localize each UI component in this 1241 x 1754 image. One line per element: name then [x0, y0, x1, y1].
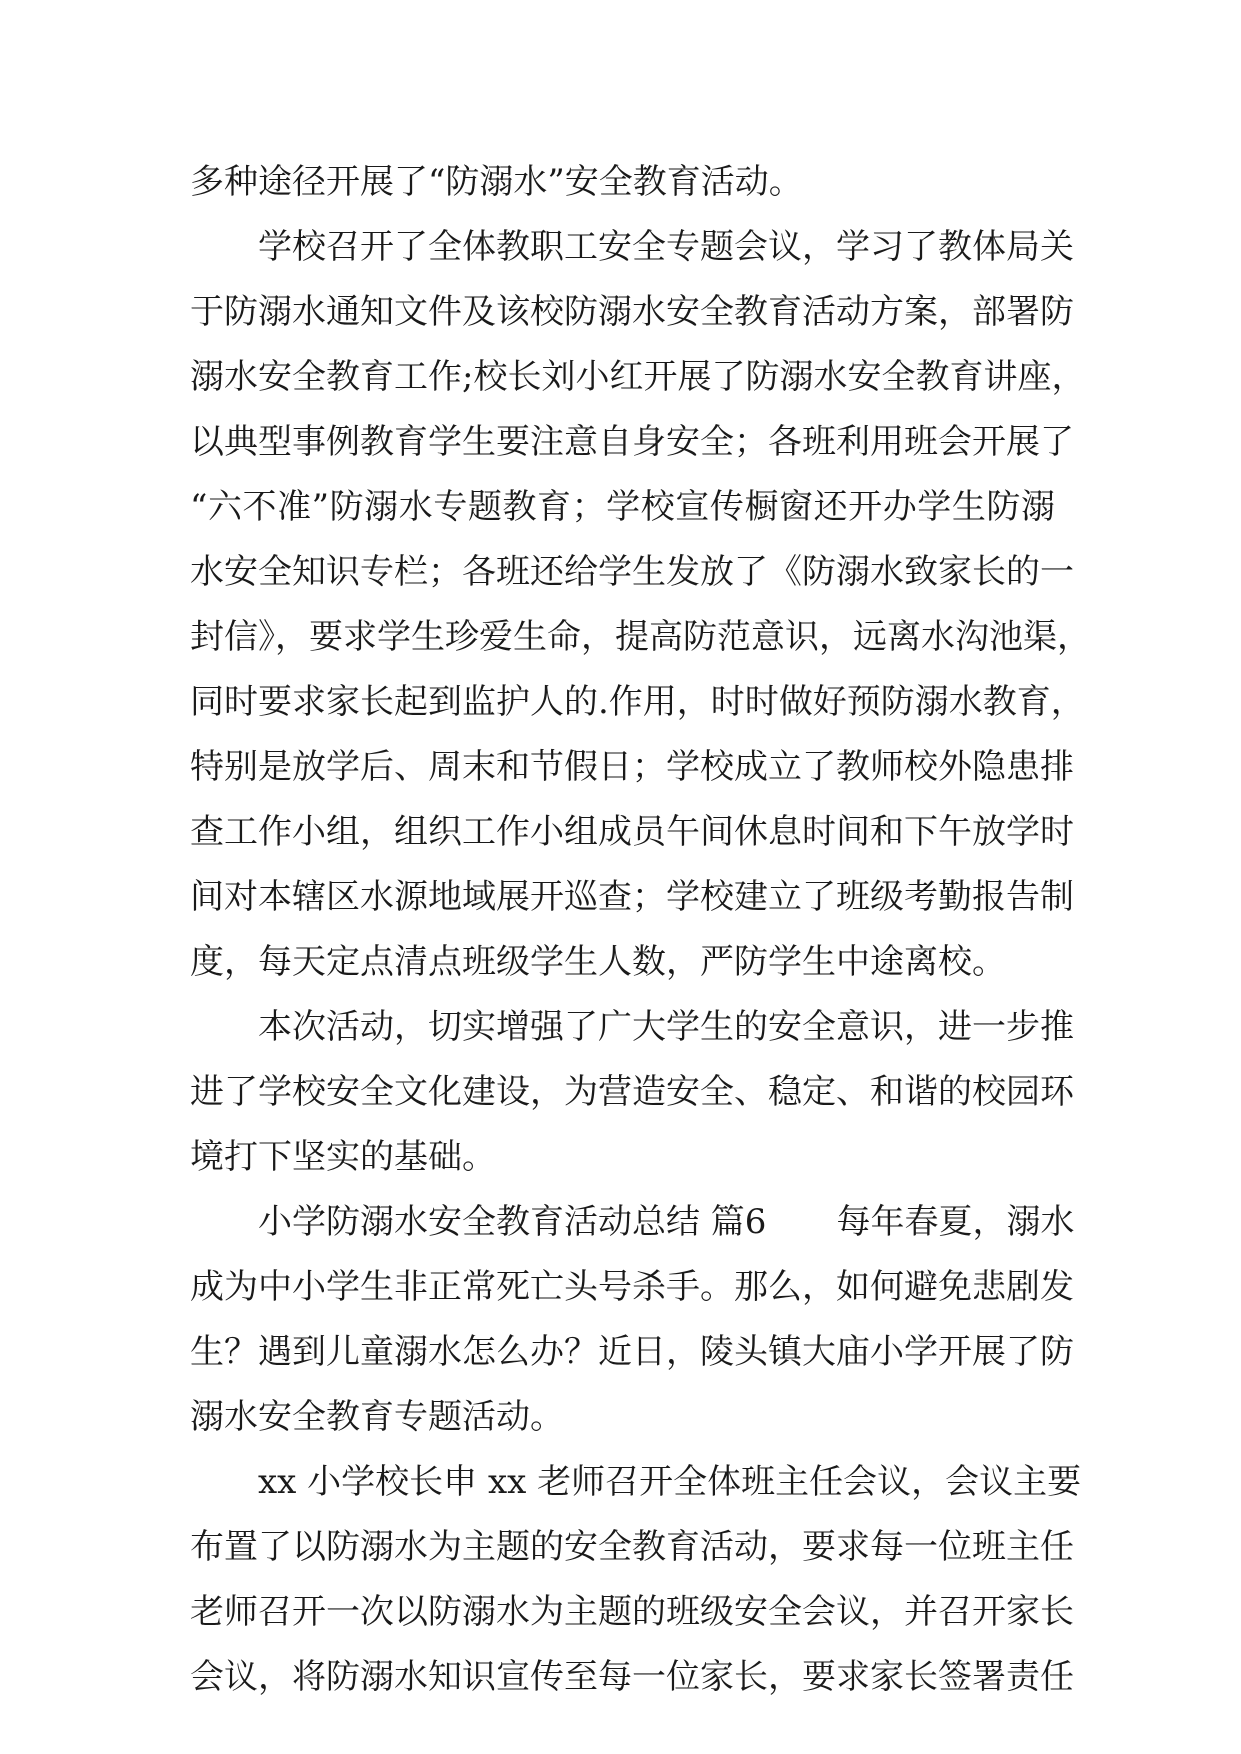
text-line: 本次活动，切实增强了广大学生的安全意识，进一步推	[258, 1007, 1074, 1047]
document-body	[190, 150, 1091, 1710]
text-line: 溺水安全教育专题活动。	[190, 1397, 564, 1437]
text-line: 同时要求家长起到监护人的.作用，时时做好预防溺水教育，	[190, 682, 1085, 722]
text-line: 于防溺水通知文件及该校防溺水安全教育活动方案，部署防	[190, 292, 1074, 332]
text-line: 查工作小组，组织工作小组成员午间休息时间和下午放学时	[190, 812, 1074, 852]
text-line: 学校召开了全体教职工安全专题会议，学习了教体局关	[258, 227, 1074, 267]
text-line: 溺水安全教育工作;校长刘小红开展了防溺水安全教育讲座，	[190, 357, 1086, 397]
text-line: 老师召开一次以防溺水为主题的班级安全会议，并召开家长	[190, 1592, 1074, 1632]
text-line: 间对本辖区水源地域展开巡查；学校建立了班级考勤报告制	[190, 877, 1074, 917]
text-line: 进了学校安全文化建设，为营造安全、稳定、和谐的校园环	[190, 1072, 1074, 1112]
text-line: xx 小学校长申 xx 老师召开全体班主任会议，会议主要	[258, 1462, 1082, 1502]
section-text-start: 每年春夏，溺水	[836, 1202, 1075, 1242]
text-line: 度，每天定点清点班级学生人数，严防学生中途离校。	[190, 942, 1006, 982]
section-heading: 小学防溺水安全教育活动总结 篇6	[258, 1202, 767, 1242]
text-line: 水安全知识专栏；各班还给学生发放了《防溺水致家长的一	[190, 552, 1074, 592]
text-line: 特别是放学后、周末和节假日；学校成立了教师校外隐患排	[190, 747, 1074, 787]
text-line: 会议，将防溺水知识宣传至每一位家长，要求家长签署责任	[190, 1657, 1074, 1697]
text-line: 封信》，要求学生珍爱生命，提高防范意识，远离水沟池渠，	[190, 617, 1091, 657]
text-line: “六不准”防溺水专题教育；学校宣传橱窗还开办学生防溺	[190, 487, 1055, 527]
text-line: 境打下坚实的基础。	[190, 1137, 496, 1177]
text-line: 布置了以防溺水为主题的安全教育活动，要求每一位班主任	[190, 1527, 1074, 1567]
text-line: 成为中小学生非正常死亡头号杀手。那么，如何避免悲剧发	[190, 1267, 1074, 1307]
text-line: 多种途径开展了“防溺水”安全教育活动。	[190, 162, 803, 202]
text-line: 生？遇到儿童溺水怎么办？近日，陵头镇大庙小学开展了防	[190, 1332, 1074, 1372]
section-heading-line	[190, 1190, 1075, 1255]
text-line: 以典型事例教育学生要注意自身安全；各班利用班会开展了	[190, 422, 1074, 462]
